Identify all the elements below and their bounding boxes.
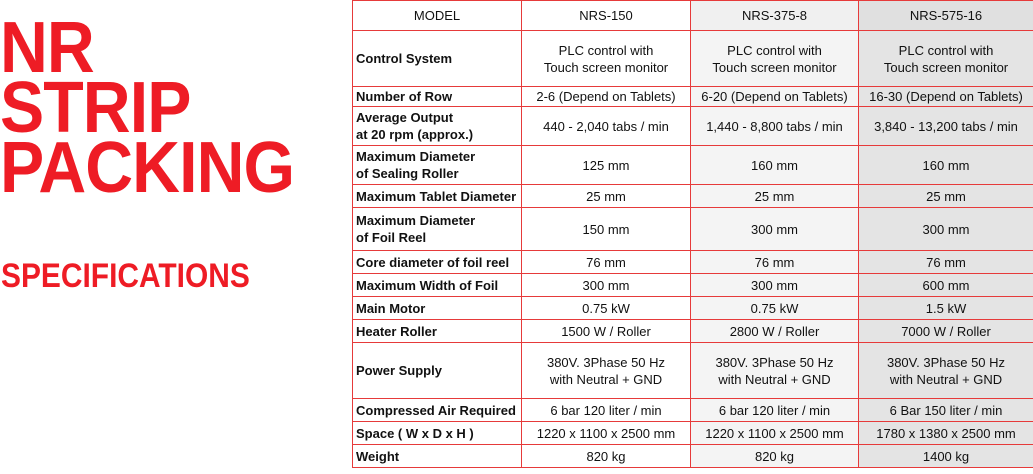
model-nrs-375-8-header: NRS-375-8 [691,1,859,31]
table-cell: 6 bar 120 liter / min [691,399,859,422]
table-cell: 1,440 - 8,800 tabs / min [691,107,859,146]
table-cell: 440 - 2,040 tabs / min [522,107,691,146]
row-label: Heater Roller [353,320,522,343]
table-cell: 2-6 (Depend on Tablets) [522,87,691,107]
model-nrs-150-header: NRS-150 [522,1,691,31]
table-row [353,274,1033,297]
table-row [353,320,1033,343]
table-header-row [353,1,1033,31]
row-label: Average Output at 20 rpm (approx.) [353,107,522,146]
table-cell: 600 mm [859,274,1033,297]
table-cell: 6-20 (Depend on Tablets) [691,87,859,107]
table-cell: 300 mm [691,208,859,251]
table-cell: 6 bar 120 liter / min [522,399,691,422]
table-cell: 300 mm [691,274,859,297]
spec-table [352,0,1033,468]
row-label: Core diameter of foil reel [353,251,522,274]
table-cell: 820 kg [522,445,691,468]
table-row [353,208,1033,251]
title-line-3: PACKING [0,128,295,208]
table-cell: 25 mm [859,185,1033,208]
table-cell: 3,840 - 13,200 tabs / min [859,107,1033,146]
row-label: Compressed Air Required [353,399,522,422]
table-cell: 380V. 3Phase 50 Hz with Neutral + GND [859,343,1033,399]
table-cell: 820 kg [691,445,859,468]
title-line-1: NR [0,8,94,88]
table-cell: 76 mm [859,251,1033,274]
row-label: Maximum Width of Foil [353,274,522,297]
row-label: Maximum Diameter of Foil Reel [353,208,522,251]
table-cell: 300 mm [859,208,1033,251]
specifications-subtitle: SPECIFICATIONS [1,257,250,295]
table-row [353,146,1033,185]
table-cell: PLC control with Touch screen monitor [522,31,691,87]
row-label: Weight [353,445,522,468]
table-row [353,87,1033,107]
table-cell: 1.5 kW [859,297,1033,320]
title-block [0,8,300,208]
model-nrs-575-16-header: NRS-575-16 [859,1,1033,31]
table-cell: 300 mm [522,274,691,297]
table-cell: 160 mm [859,146,1033,185]
table-row [353,445,1033,468]
row-label: Power Supply [353,343,522,399]
row-label: Maximum Tablet Diameter [353,185,522,208]
row-label: Space ( W x D x H ) [353,422,522,445]
table-cell: 16-30 (Depend on Tablets) [859,87,1033,107]
table-row [353,422,1033,445]
table-cell: 160 mm [691,146,859,185]
row-label: Maximum Diameter of Sealing Roller [353,146,522,185]
table-row [353,31,1033,87]
table-cell: 1220 x 1100 x 2500 mm [522,422,691,445]
table-cell: 25 mm [522,185,691,208]
table-cell: 6 Bar 150 liter / min [859,399,1033,422]
table-cell: 0.75 kW [522,297,691,320]
table-cell: 2800 W / Roller [691,320,859,343]
table-row [353,343,1033,399]
table-cell: 1400 kg [859,445,1033,468]
table-cell: 0.75 kW [691,297,859,320]
table-cell: 25 mm [691,185,859,208]
table-cell: 1780 x 1380 x 2500 mm [859,422,1033,445]
table-row [353,297,1033,320]
row-label: Number of Row [353,87,522,107]
title-line-2: STRIP [0,68,191,148]
table-row [353,251,1033,274]
row-label: Control System [353,31,522,87]
model-header: MODEL [353,1,522,31]
table-row [353,107,1033,146]
row-label: Main Motor [353,297,522,320]
table-cell: 1500 W / Roller [522,320,691,343]
table-cell: PLC control with Touch screen monitor [859,31,1033,87]
table-cell: 76 mm [522,251,691,274]
table-cell: PLC control with Touch screen monitor [691,31,859,87]
table-row [353,185,1033,208]
table-cell: 7000 W / Roller [859,320,1033,343]
table-cell: 380V. 3Phase 50 Hz with Neutral + GND [522,343,691,399]
table-row [353,399,1033,422]
table-cell: 150 mm [522,208,691,251]
table-cell: 125 mm [522,146,691,185]
table-cell: 76 mm [691,251,859,274]
table-cell: 1220 x 1100 x 2500 mm [691,422,859,445]
table-cell: 380V. 3Phase 50 Hz with Neutral + GND [691,343,859,399]
